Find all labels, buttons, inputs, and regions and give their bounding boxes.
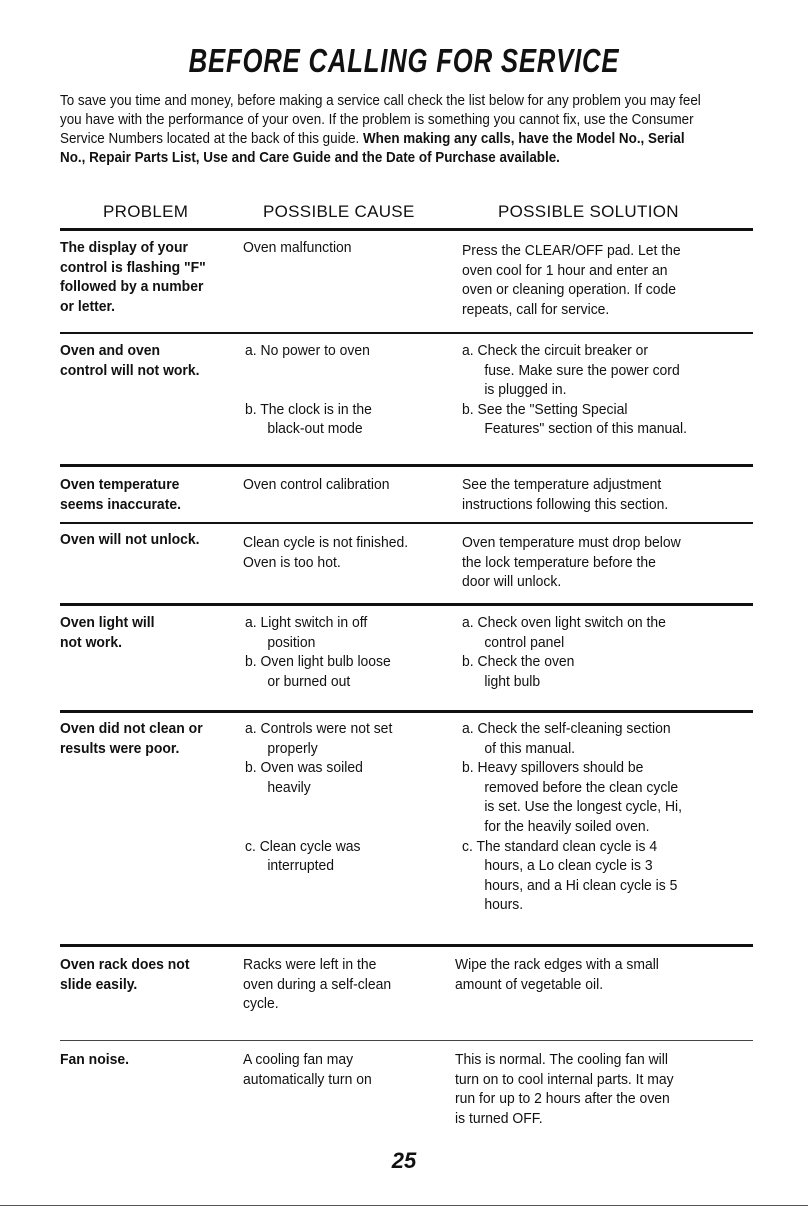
row-divider [60,522,753,524]
row-5-cause [245,719,392,876]
row-1-solution-line-0: a. Check the circuit breaker or [462,342,649,359]
row-4-cause-line-0: a. Light switch in off [245,614,368,631]
row-7-solution-line-2: run for up to 2 hours after the oven [455,1090,670,1108]
intro-bold-text: When making any calls, have the Model No., Serial No., Repair Parts List, Use and Care Guide and the Date of Purchase available. [60,131,685,166]
row-2-cause-line-0: Oven control calibration [243,476,390,493]
row-3-cause [243,533,408,572]
row-4-problem-line-1: not work. [60,633,123,651]
row-0-cause [243,238,352,258]
row-3-solution-line-2: door will unlock. [462,573,562,591]
row-5-solution [462,719,682,915]
page-number: 25 [391,1148,417,1173]
row-5-cause-line-2: b. Oven was soiled [245,759,363,777]
row-1-cause [245,341,372,439]
row-5-cause-line-7: interrupted [267,857,335,875]
row-0-cause-line-0: Oven malfunction [243,239,352,256]
header-divider [60,228,753,231]
row-7-problem-line-0: Fan noise. [60,1051,129,1068]
row-0-solution-line-1: oven cool for 1 hour and enter an [462,261,668,279]
row-2-problem-line-1: seems inaccurate. [60,495,181,513]
row-0-problem-line-2: followed by a number [60,278,204,296]
row-1-cause-line-4: black-out mode [267,420,363,438]
row-5-solution-line-5: for the heavily soiled oven. [484,817,650,835]
row-1-solution-line-1: fuse. Make sure the power cord [484,361,680,379]
row-0-problem [60,238,206,316]
row-5-solution-line-2: b. Heavy spillovers should be [462,759,644,777]
header-problem: PROBLEM [103,202,189,221]
row-6-problem [60,955,189,994]
row-5-solution-line-0: a. Check the self-cleaning section [462,720,671,737]
row-1-solution [462,341,687,439]
row-0-problem-line-0: The display of your [60,239,188,256]
row-2-problem [60,475,181,514]
row-divider [60,710,753,713]
row-4-problem-line-0: Oven light will [60,614,155,631]
row-3-cause-line-0: Clean cycle is not finished. [243,534,409,551]
row-6-cause [243,955,391,1014]
row-7-cause [243,1050,372,1089]
row-divider [60,1040,753,1041]
row-4-problem [60,613,155,652]
row-5-solution-line-3: removed before the clean cycle [484,778,679,796]
row-3-solution-line-1: the lock temperature before the [462,553,656,571]
row-7-cause-line-1: automatically turn on [243,1070,372,1088]
row-5-problem-line-1: results were poor. [60,739,180,757]
row-7-cause-line-0: A cooling fan may [243,1051,354,1068]
row-2-solution [462,475,668,514]
row-7-solution-line-3: is turned OFF. [455,1109,543,1127]
row-0-solution [462,241,681,319]
row-5-cause-line-6: c. Clean cycle was [245,837,361,855]
row-4-cause-line-3: or burned out [267,672,351,690]
row-1-cause-line-3: b. The clock is in the [245,400,372,418]
row-5-solution-line-6: c. The standard clean cycle is 4 [462,837,658,855]
row-4-cause [245,613,391,691]
row-3-solution-line-0: Oven temperature must drop below [462,534,681,551]
header-possible-cause: POSSIBLE CAUSE [263,202,415,221]
row-3-problem-line-0: Oven will not unlock. [60,531,200,548]
row-1-cause-line-0: a. No power to oven [245,342,370,359]
row-0-problem-line-1: control is flashing "F" [60,258,206,276]
row-5-cause-line-5 [245,817,392,837]
row-2-cause [243,475,390,495]
row-divider [60,603,753,606]
row-0-solution-line-2: oven or cleaning operation. If code [462,281,677,299]
row-6-problem-line-1: slide easily. [60,975,138,993]
row-3-solution [462,533,681,592]
header-possible-solution: POSSIBLE SOLUTION [498,202,679,221]
row-4-solution-line-3: light bulb [484,672,541,690]
row-4-solution [462,613,666,691]
row-5-problem [60,719,203,758]
row-5-solution-line-8: hours, and a Hi clean cycle is 5 [484,876,678,894]
row-0-problem-line-3: or letter. [60,297,116,315]
row-4-solution-line-0: a. Check oven light switch on the [462,614,666,631]
row-6-solution [455,955,659,994]
row-1-solution-line-4: Features" section of this manual. [484,420,688,438]
row-2-problem-line-0: Oven temperature [60,476,180,493]
row-5-cause-line-3: heavily [267,778,311,796]
row-6-cause-line-1: oven during a self-clean [243,975,392,993]
row-1-problem-line-1: control will not work. [60,361,200,379]
row-divider [60,332,753,334]
row-1-problem [60,341,200,380]
row-7-solution-line-0: This is normal. The cooling fan will [455,1051,668,1068]
row-divider [60,944,753,947]
row-1-cause-line-2 [245,380,372,400]
row-7-solution [455,1050,674,1128]
row-1-cause-line-1 [245,361,372,381]
row-4-solution-line-2: b. Check the oven [462,653,575,671]
row-6-solution-line-1: amount of vegetable oil. [455,975,604,993]
row-6-cause-line-2: cycle. [243,995,279,1013]
intro-text: To save you time and money, before making a service call check the list below for any problem you may feel you have with the performance of your oven. If the problem is something you cannot fix, use the Consumer Service Numbers located at the back of this guide. [60,93,701,147]
row-5-solution-line-1: of this manual. [484,739,576,757]
row-5-problem-line-0: Oven did not clean or [60,720,203,737]
row-2-solution-line-0: See the temperature adjustment [462,476,662,493]
row-6-cause-line-0: Racks were left in the [243,956,377,973]
row-divider [60,464,753,467]
row-0-solution-line-3: repeats, call for service. [462,300,610,318]
row-4-cause-line-2: b. Oven light bulb loose [245,653,391,671]
row-3-cause-line-1: Oven is too hot. [243,553,341,571]
row-5-solution-line-9: hours. [484,896,524,914]
intro-paragraph [60,92,704,168]
row-6-problem-line-0: Oven rack does not [60,956,190,973]
page-title: BEFORE CALLING FOR SERVICE [188,42,620,79]
row-5-cause-line-1: properly [267,739,318,757]
row-0-solution-line-0: Press the CLEAR/OFF pad. Let the [462,242,681,259]
row-7-problem [60,1050,129,1070]
row-5-solution-line-4: is set. Use the longest cycle, Hi, [484,798,683,816]
row-1-solution-line-3: b. See the "Setting Special [462,400,628,418]
row-2-solution-line-1: instructions following this section. [462,495,669,513]
row-5-cause-line-4 [245,797,392,817]
row-5-cause-line-0: a. Controls were not set [245,720,393,737]
row-7-solution-line-1: turn on to cool internal parts. It may [455,1070,674,1088]
row-6-solution-line-0: Wipe the rack edges with a small [455,956,659,973]
row-3-problem [60,530,200,550]
row-5-solution-line-7: hours, a Lo clean cycle is 3 [484,857,653,875]
page-bottom-edge [0,1205,808,1206]
row-4-solution-line-1: control panel [484,633,565,651]
row-1-solution-line-2: is plugged in. [484,381,567,399]
row-1-problem-line-0: Oven and oven [60,342,161,359]
row-4-cause-line-1: position [267,633,316,651]
